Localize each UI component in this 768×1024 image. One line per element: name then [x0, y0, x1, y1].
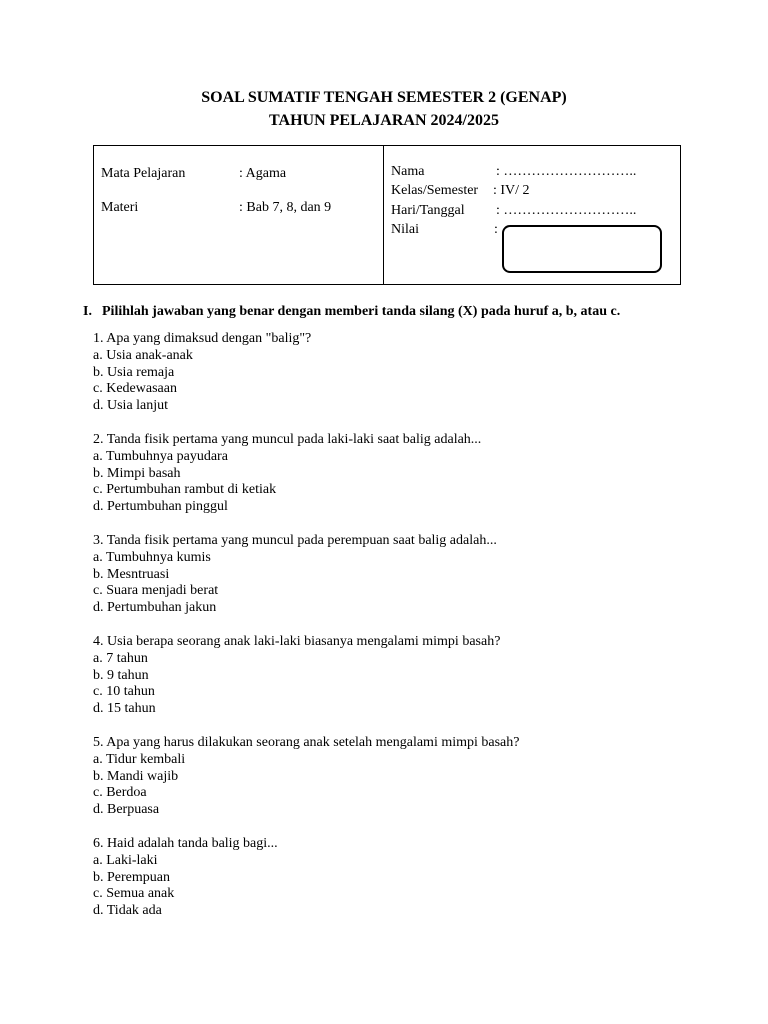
answer-option[interactable]: a. Tumbuhnya payudara [93, 448, 228, 464]
answer-option[interactable]: b. Mandi wajib [93, 768, 179, 784]
question-text: 4. Usia berapa seorang anak laki-laki biasanya mengalami mimpi basah? [93, 633, 501, 649]
answer-option[interactable]: d. Pertumbuhan pinggul [93, 499, 228, 515]
section-number: I. [83, 304, 92, 319]
instruction-text: Pilihlah jawaban yang benar dengan memberi tanda silang (X) pada huruf a, b, atau c. [102, 304, 621, 319]
answer-option[interactable]: d. Usia lanjut [93, 398, 169, 414]
class-label: Kelas/Semester [391, 183, 479, 198]
class-value: : IV/ 2 [493, 183, 530, 198]
answer-option[interactable]: b. Usia remaja [93, 364, 175, 380]
section-instruction [83, 303, 620, 320]
answer-option[interactable]: a. Tidur kembali [93, 751, 186, 767]
score-box[interactable] [502, 225, 662, 273]
question-item [93, 432, 713, 516]
answer-option[interactable]: d. Berpuasa [93, 802, 160, 818]
subject-label: Mata Pelajaran [101, 166, 186, 181]
answer-option[interactable]: a. Usia anak-anak [93, 347, 193, 363]
subject-value: : Agama [239, 166, 287, 181]
page-title: SOAL SUMATIF TENGAH SEMESTER 2 (GENAP) [201, 89, 567, 106]
question-text: 6. Haid adalah tanda balig bagi... [93, 835, 278, 851]
answer-option[interactable]: c. Pertumbuhan rambut di ketiak [93, 482, 277, 498]
score-colon: : [494, 222, 498, 237]
student-info-box [93, 145, 681, 285]
date-label: Hari/Tanggal [391, 203, 465, 218]
question-text: 5. Apa yang harus dilakukan seorang anak setelah mengalami mimpi basah? [93, 734, 520, 750]
question-item [93, 634, 713, 718]
answer-option[interactable]: b. Perempuan [93, 869, 170, 885]
question-text: 3. Tanda fisik pertama yang muncul pada perempuan saat balig adalah... [93, 532, 497, 548]
answer-option[interactable]: b. Mesntruasi [93, 566, 170, 582]
answer-option[interactable]: d. Pertumbuhan jakun [93, 600, 217, 616]
name-label: Nama [391, 164, 425, 179]
question-item [93, 836, 713, 920]
question-item [93, 331, 713, 415]
answer-option[interactable]: d. Tidak ada [93, 903, 162, 919]
answer-option[interactable]: b. 9 tahun [93, 667, 149, 683]
question-text: 2. Tanda fisik pertama yang muncul pada laki-laki saat balig adalah... [93, 431, 482, 447]
answer-option[interactable]: c. Berdoa [93, 785, 147, 801]
info-divider [383, 146, 384, 284]
answer-option[interactable]: a. Tumbuhnya kumis [93, 549, 211, 565]
score-label: Nilai [391, 222, 419, 237]
date-field[interactable]: : ……………………….. [496, 203, 637, 218]
answer-option[interactable]: c. Semua anak [93, 886, 175, 902]
answer-option[interactable]: c. Kedewasaan [93, 381, 177, 397]
page-subtitle: TAHUN PELAJARAN 2024/2025 [269, 112, 499, 129]
answer-option[interactable]: c. Suara menjadi berat [93, 583, 219, 599]
answer-option[interactable]: a. Laki-laki [93, 852, 158, 868]
name-field[interactable]: : ……………………….. [496, 164, 637, 179]
question-item [93, 735, 713, 819]
material-value: : Bab 7, 8, dan 9 [239, 200, 332, 215]
question-item [93, 533, 713, 617]
answer-option[interactable]: c. 10 tahun [93, 684, 155, 700]
answer-option[interactable]: a. 7 tahun [93, 650, 148, 666]
answer-option[interactable]: d. 15 tahun [93, 701, 156, 717]
question-text: 1. Apa yang dimaksud dengan "balig"? [93, 331, 312, 346]
question-list [93, 331, 713, 937]
material-label: Materi [101, 200, 139, 215]
answer-option[interactable]: b. Mimpi basah [93, 465, 181, 481]
